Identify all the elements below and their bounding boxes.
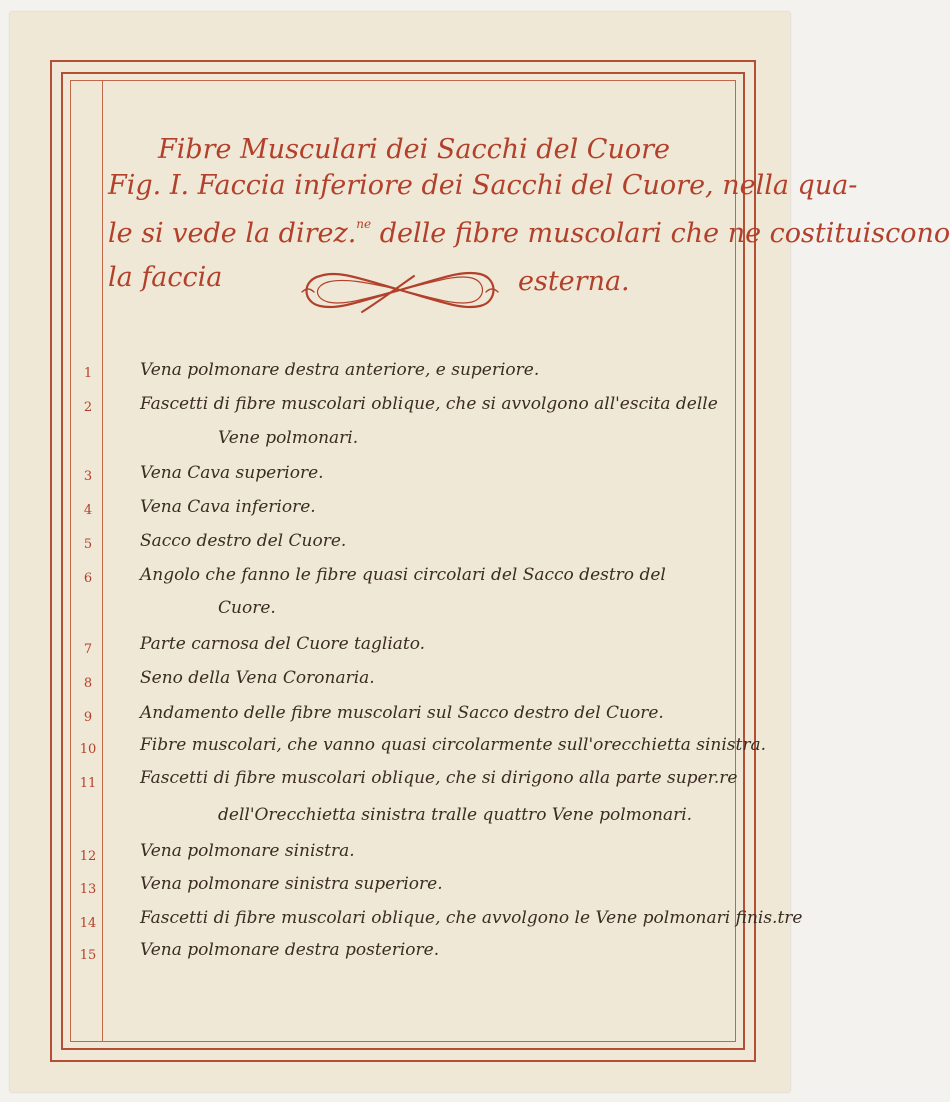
item-text-continuation: Cuore. xyxy=(218,598,276,618)
number-margin-rule xyxy=(102,80,103,1042)
title-figure-line: Fig. I. Faccia inferiore dei Sacchi del Cuore, nella qua- xyxy=(108,170,858,201)
item-text: Vena polmonare sinistra. xyxy=(140,841,355,861)
item-number: 11 xyxy=(79,776,97,791)
item-text-continuation: Vene polmonari. xyxy=(218,428,359,448)
item-text: Vena polmonare sinistra superiore. xyxy=(140,874,443,894)
item-number: 12 xyxy=(79,849,97,864)
item-text: Angolo che fanno le fibre quasi circolari del Sacco destro del xyxy=(140,565,666,585)
item-text: Vena polmonare destra posteriore. xyxy=(140,940,440,960)
item-text: Seno della Vena Coronaria. xyxy=(140,668,375,688)
item-text: Parte carnosa del Cuore tagliato. xyxy=(140,634,426,654)
item-number: 2 xyxy=(83,400,93,415)
item-text: Fascetti di fibre muscolari oblique, che si avvolgono all'escita delle xyxy=(140,394,718,414)
item-number: 15 xyxy=(79,948,97,963)
item-number: 3 xyxy=(83,469,93,484)
title-line-3-end: delle fibre muscolari che ne costituiscono xyxy=(371,218,950,249)
item-text: Vena Cava superiore. xyxy=(140,463,324,483)
item-number: 6 xyxy=(83,571,93,586)
item-number: 7 xyxy=(83,642,93,657)
title-line-4-start: la faccia xyxy=(108,262,223,293)
calligraphic-flourish xyxy=(298,262,502,318)
item-number: 14 xyxy=(79,916,97,931)
title-line-3-start: le si vede la direz. xyxy=(108,218,357,249)
title-line-4-end: esterna. xyxy=(518,266,630,297)
item-text: Vena polmonare destra anteriore, e superiore. xyxy=(140,360,540,380)
item-text-continuation: dell'Orecchietta sinistra tralle quattro Vene polmonari. xyxy=(218,805,693,825)
item-text: Fibre muscolari, che vanno quasi circolarmente sull'orecchietta sinistra. xyxy=(140,735,767,755)
item-text: Fascetti di fibre muscolari oblique, che avvolgono le Vene polmonari finis.tre xyxy=(140,908,803,928)
title-line-3 xyxy=(108,206,950,252)
item-text: Sacco destro del Cuore. xyxy=(140,531,347,551)
item-number: 8 xyxy=(83,676,93,691)
item-number: 13 xyxy=(79,882,97,897)
item-number: 9 xyxy=(83,710,93,725)
title-superscript: ne xyxy=(356,217,372,231)
item-number: 5 xyxy=(83,537,93,552)
item-text: Andamento delle fibre muscolari sul Sacco destro del Cuore. xyxy=(140,703,664,723)
item-number: 4 xyxy=(83,503,93,518)
title-heading: Fibre Musculari dei Sacchi del Cuore xyxy=(158,134,670,165)
item-number: 10 xyxy=(79,742,97,757)
item-number: 1 xyxy=(83,366,93,381)
item-text: Fascetti di fibre muscolari oblique, che si dirigono alla parte super.re xyxy=(140,768,738,788)
item-text: Vena Cava inferiore. xyxy=(140,497,316,517)
